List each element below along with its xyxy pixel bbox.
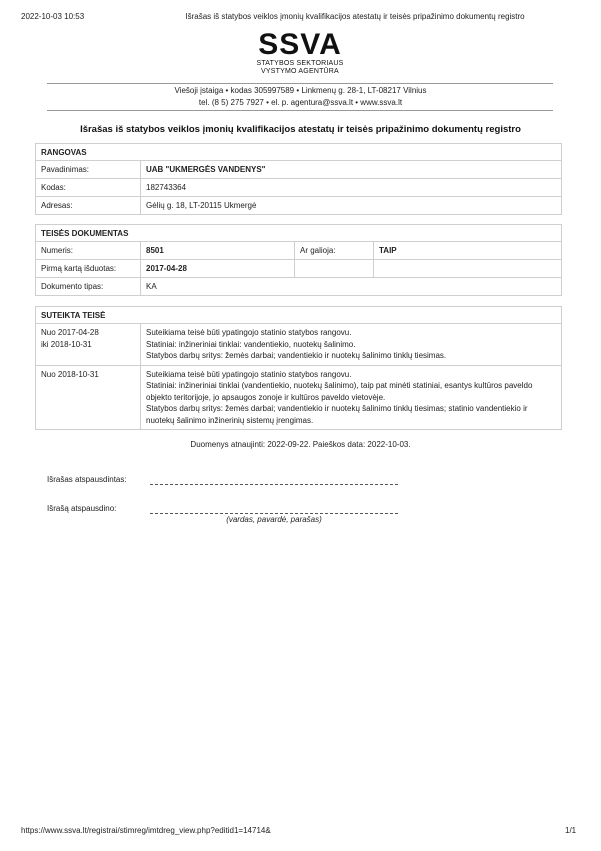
isduotas-label: Pirmą kartą išduotas:: [36, 260, 141, 278]
rights-line: Statiniai: inžineriniai tinklai: vandentiekio, nuotekų šalinimo.: [146, 339, 356, 349]
galioja-label: Ar galioja:: [295, 242, 374, 260]
period-from: Nuo 2018-10-31: [41, 369, 99, 379]
print-page-number: 1/1: [565, 826, 577, 835]
numeris-label: Numeris:: [36, 242, 141, 260]
rights-line: Statybos darbų sritys: žemės darbai; vandentiekio ir nuotekų šalinimo tinklų tiesimas.: [146, 351, 447, 360]
updated-note: Duomenys atnaujinti: 2022-09-22. Paieškos data: 2022-10-03.: [190, 440, 411, 449]
printed-line: [150, 484, 398, 485]
company-code: 182743364: [141, 179, 562, 197]
ssva-logo: [250, 30, 350, 76]
empty-cell: [295, 260, 374, 278]
galioja-value: TAIP: [374, 242, 562, 260]
rights-cell: [141, 365, 562, 430]
teises-dokumentas-table: [35, 224, 562, 296]
rights-cell: [141, 324, 562, 366]
suteikta-teise-table: [35, 306, 562, 430]
contact-line-2: tel. (8 5) 275 7927 • el. p. agentura@ssva.lt • www.ssva.lt: [198, 98, 403, 107]
rangovas-label: Adresas:: [36, 197, 141, 215]
period-cell: [36, 365, 141, 430]
period-cell: [36, 324, 141, 366]
print-datetime: 2022-10-03 10:53: [21, 12, 85, 21]
isduotas-value: 2017-04-28: [141, 260, 295, 278]
empty-cell: [374, 260, 562, 278]
teises-dokumentas-heading: TEISĖS DOKUMENTAS: [36, 225, 562, 242]
rights-line: Suteikiama teisė būti ypatingojo statinio statybos rangovu.: [146, 369, 352, 379]
rights-line: Statiniai: inžineriniai tinklai (vandentiekio, nuotekų šalinimo), taip pat minėti statiniai, esantys kultūros paveldo objekto teritorijoje, jo apsaugos zonoje ir kultūros paveldo vietovėje.: [146, 381, 533, 402]
company-address: Gėlių g. 18, LT-20115 Ukmergė: [141, 197, 562, 215]
logo-main-text: SSVA: [258, 28, 342, 61]
period-to: iki 2018-10-31: [41, 339, 92, 349]
rights-line: Suteikiama teisė būti ypatingojo statinio statybos rangovu.: [146, 328, 352, 337]
header-divider-bottom: [47, 110, 553, 111]
printed-by-line: [150, 513, 398, 514]
company-name: UAB "UKMERGĖS VANDENYS": [141, 161, 562, 179]
rangovas-label: Kodas:: [36, 179, 141, 197]
rangovas-label: Pavadinimas:: [36, 161, 141, 179]
rangovas-table: [35, 143, 562, 215]
logo-sub-line2: VYSTYMO AGENTŪRA: [261, 68, 339, 75]
print-page-title: Išrašas iš statybos veiklos įmonių kvalifikacijos atestatų ir teisės pripažinimo dokumentų registro: [185, 12, 525, 21]
printed-by-label: Išrašą atspausdino:: [47, 504, 117, 513]
contact-line-1: Viešoji įstaiga • kodas 305997589 • Linkmenų g. 28-1, LT-08217 Vilnius: [174, 86, 427, 95]
document-title: Išrašas iš statybos veiklos įmonių kvalifikacijos atestatų ir teisės pripažinimo dokumentų registro: [80, 124, 521, 135]
signature-note: (vardas, pavardė, parašas): [226, 515, 322, 524]
header-divider-top: [47, 83, 553, 84]
printed-label: Išrašas atspausdintas:: [47, 475, 127, 484]
logo-sub-line1: STATYBOS SEKTORIAUS: [256, 60, 344, 67]
print-url: https://www.ssva.lt/registrai/stimreg/imtdreg_view.php?editid1=14714&: [21, 826, 271, 835]
tipas-value: KA: [141, 278, 562, 296]
numeris-value: 8501: [141, 242, 295, 260]
rangovas-heading: RANGOVAS: [36, 144, 562, 161]
tipas-label: Dokumento tipas:: [36, 278, 141, 296]
period-from: Nuo 2017-04-28: [41, 328, 99, 337]
suteikta-teise-heading: SUTEIKTA TEISĖ: [36, 307, 562, 324]
rights-line: Statybos darbų sritys: žemės darbai; vandentiekio ir nuotekų šalinimo tinklų tiesimas; statinio vandentiekio ir nuotekų šalinimo inžinerinių sistemų įrengimas.: [146, 404, 528, 425]
